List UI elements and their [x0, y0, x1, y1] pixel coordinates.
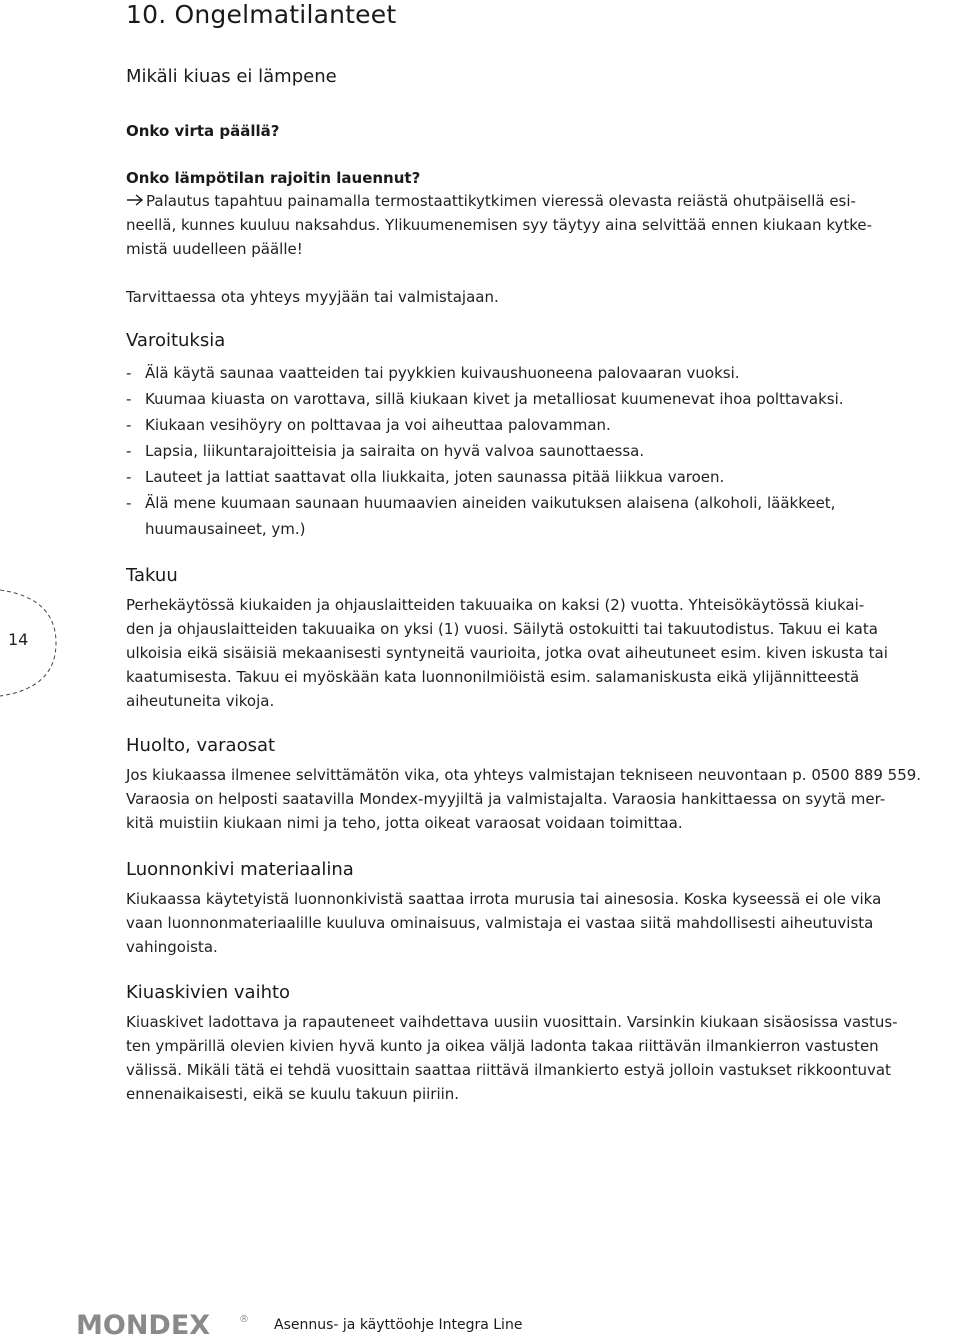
stones-change-paragraph: Kiuaskivet ladottava ja rapauteneet vaihdettava uusiin vuosittain. Varsinkin kiukaan sisäosissa vastus- ten ympärillä olevien kivien hyvä kunto ja oikea väljä ladonta takaa riittävän ilmankierron vastusten välissä. Mikäli tätä ei tehdä vuosittain saattaa riittävä ilmankierto estyä jolloin vastukset rikkoontuvat ennenaikaisesti, eikä se kuulu takuun piiriin.: [126, 1013, 898, 1103]
warning-item: - Älä mene kuumaan saunaan huumaavien aineiden vaikutuksen alaisena (alkoholi, lääkkeet,: [126, 494, 836, 512]
limiter-line: mistä uudelleen päälle!: [126, 240, 303, 258]
warnings-list: [126, 360, 926, 542]
limiter-line: neellä, kunnes kuuluu naksahdus. Ylikuumenemisen syy täytyy aina selvittää ennen kiukaan kytke-: [126, 216, 873, 234]
page-number-marker: [0, 568, 60, 718]
stone-title: Luonnonkivi materiaalina: [126, 859, 354, 880]
warning-item-continued: huumausaineet, ym.): [145, 520, 306, 538]
service-title: Huolto, varaosat: [126, 735, 276, 756]
mondex-logo: [76, 1310, 251, 1338]
warning-item: - Älä käytä saunaa vaatteiden tai pyykkien kuivaushuoneena palovaaran vuoksi.: [126, 364, 740, 382]
warning-item: - Kiukaan vesihöyry on polttavaa ja voi aiheuttaa palovamman.: [126, 416, 611, 434]
warranty-title: Takuu: [126, 565, 178, 586]
warning-item: - Kuumaa kiuasta on varottava, sillä kiukaan kivet ja metalliosat kuumenevat ihoa polttavaksi.: [126, 390, 844, 408]
svg-text:®: ®: [239, 1314, 249, 1325]
footer-manual-title: Asennus- ja käyttöohje Integra Line: [274, 1317, 523, 1333]
arrow-right-icon: [126, 189, 144, 213]
page-title: 10. Ongelmatilanteet: [126, 0, 397, 29]
svg-text:MONDEX: MONDEX: [76, 1310, 211, 1338]
limiter-line: Palautus tapahtuu painamalla termostaattikytkimen vieressä olevasta reiästä ohutpäisellä esi-: [126, 189, 926, 213]
page-number: 14: [8, 630, 29, 649]
warning-item: - Lapsia, liikuntarajoitteisia ja sairaita on hyvä valvoa saunottaessa.: [126, 442, 645, 460]
heating-title: Mikäli kiuas ei lämpene: [126, 66, 337, 87]
stones-change-title: Kiuaskivien vaihto: [126, 982, 291, 1003]
stone-paragraph: Kiukaassa käytetyistä luonnonkivistä saattaa irrota murusia tai ainesosia. Koska kyseessä ei ole vika vaan luonnonmateriaalille kuuluva ominaisuus, valmistaja ei vastaa siitä mahdollisesti aiheutuvista vahingoista.: [126, 890, 882, 956]
warranty-paragraph: Perhekäytössä kiukaiden ja ohjauslaitteiden takuuaika on kaksi (2) vuotta. Yhteisökäytössä kiukai- den ja ohjauslaitteiden takuuaika on yksi (1) vuosi. Säilytä ostokuitti tai takuutodistus. Takuu ei kata ulkoisia eikä sisäisiä mekaanisesti syntyneitä vaurioita, jotka ovat aiheutuneet esim. kiven iskusta tai kaatumisesta. Takuu ei myöskään kata luonnonilmiöistä esim. salamaniskusta eikä ylijännitteestä aiheutuneita vikoja.: [126, 596, 888, 710]
warnings-title: Varoituksia: [126, 330, 226, 351]
warning-item: - Lauteet ja lattiat saattavat olla liukkaita, joten saunassa pitää liikkua varoen.: [126, 468, 725, 486]
service-paragraph: Jos kiukaassa ilmenee selvittämätön vika, ota yhteys valmistajan tekniseen neuvontaan p. 0500 889 559. Varaosia on helposti saatavilla Mondex-myyjiltä ja valmistajalta. Varaosia hankittaessa on syytä mer- kitä muistiin kiukaan nimi ja teho, jotta oikeat varaosat voidaan toimittaa.: [126, 766, 922, 832]
contact-text: Tarvittaessa ota yhteys myyjään tai valmistajaan.: [126, 288, 499, 306]
limiter-paragraph: [126, 189, 926, 261]
footer: [76, 1308, 956, 1338]
question-limiter: Onko lämpötilan rajoitin lauennut?: [126, 169, 421, 187]
question-power: Onko virta päällä?: [126, 122, 280, 140]
